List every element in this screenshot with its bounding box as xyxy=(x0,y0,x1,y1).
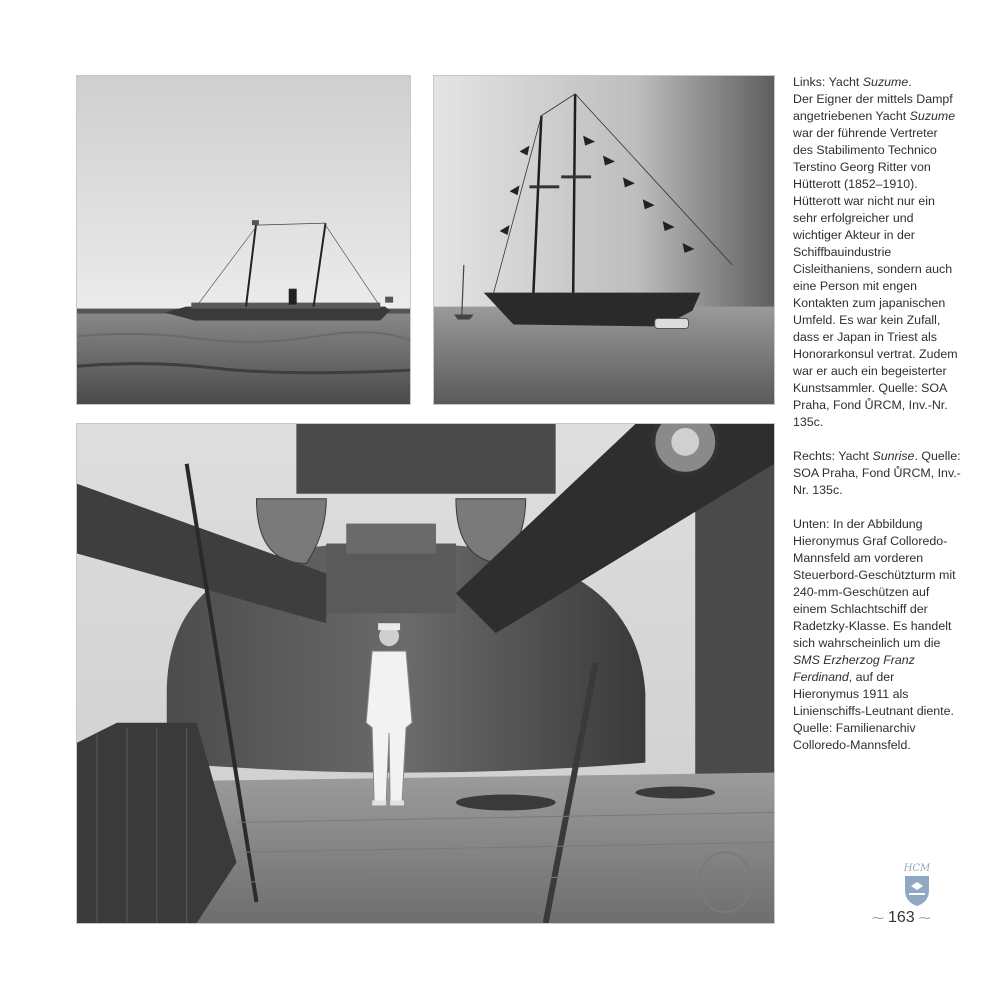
caption-left-prefix: Links: Yacht xyxy=(793,75,863,89)
heraldic-shield-icon xyxy=(897,862,937,908)
caption-right-prefix: Rechts: Yacht xyxy=(793,449,873,463)
caption-bottom xyxy=(793,516,961,754)
page-footer xyxy=(872,908,962,928)
photo-yacht-sunrise xyxy=(433,75,775,405)
ornament-left-icon: ⁓ xyxy=(872,911,884,925)
photo-gun-turret-officer xyxy=(76,423,775,924)
caption-left-punct: . xyxy=(908,75,912,89)
photo-yacht-suzume xyxy=(76,75,411,405)
caption-left-ship2: Suzume xyxy=(909,109,956,123)
ornament-right-icon: ⁓ xyxy=(918,911,931,925)
caption-bottom-ship: SMS Erzherzog Franz Ferdinand xyxy=(793,653,915,684)
page-number: 163 xyxy=(888,909,915,926)
caption-bottom-prefix: Unten: In der Abbildung Hieronymus Graf Colloredo-Mannsfeld am vorderen Steuerbord-Geschützturm mit 240-mm-Geschützen auf einem Schlachtschiff der Radetzky-Klasse. Es handelt sich wahrscheinlich um die xyxy=(793,517,956,650)
caption-left-body: war der führende Vertreter des Stabilimento Technico Terstino Georg Ritter von Hütterott (1852–1910). Hütterott war nicht nur ein sehr erfolgreicher und wichtiger Akteur in der Schiffbauindustrie Cisleithaniens, sondern auch eine Person mit engen Kontakten zum japanischen Umfeld. Es war kein Zufall, dass er Japan in Triest als Honorarkonsul vertrat. Zudem war er auch ein begeisterter Kunstsammler. Quelle: SOA Praha, Fond ŮRCM, Inv.-Nr. 135c. xyxy=(793,126,958,429)
caption-column xyxy=(793,74,961,771)
caption-right-body: . Quelle: SOA Praha, Fond ŮRCM, Inv.-Nr. 135c. xyxy=(793,449,961,497)
caption-left xyxy=(793,74,961,431)
svg-text:HCM: HCM xyxy=(903,863,931,874)
caption-left-ship: Suzume xyxy=(862,75,909,89)
caption-bottom-body: , auf der Hieronymus 1911 als Linienschiffs-Leutnant diente. Quelle: Familienarchiv Colloredo-Mannsfeld. xyxy=(793,670,954,752)
caption-left-line2: Der Eigner der mittels Dampf angetriebenen Yacht xyxy=(793,92,953,123)
caption-right xyxy=(793,448,961,499)
caption-right-ship: Sunrise xyxy=(872,449,915,463)
